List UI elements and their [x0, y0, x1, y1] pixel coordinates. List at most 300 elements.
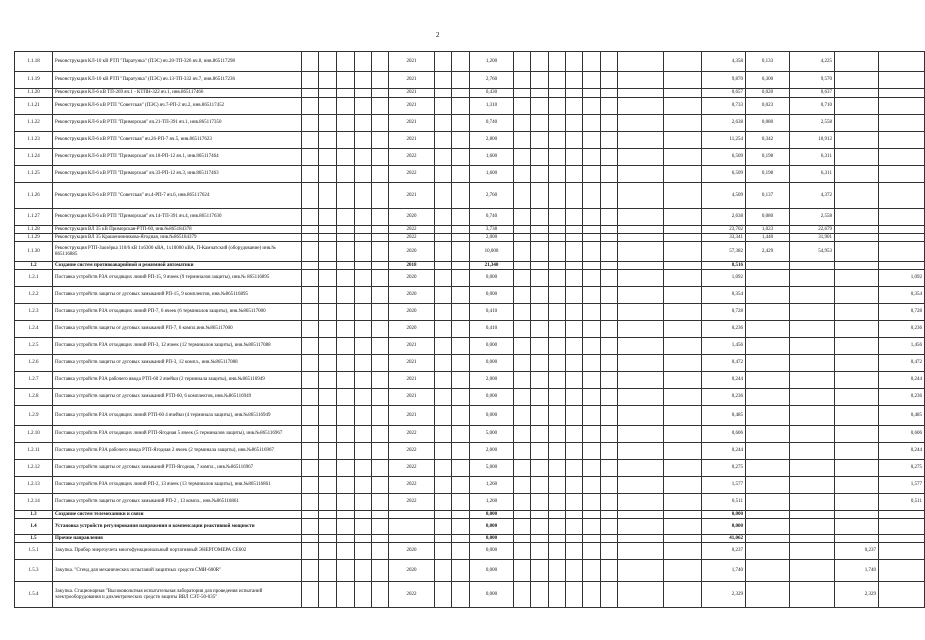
empty-cell	[452, 477, 470, 494]
empty-cell	[583, 149, 601, 166]
empty-cell	[452, 372, 470, 389]
row-number: 1.2.6	[15, 355, 53, 372]
empty-cell	[302, 338, 319, 355]
empty-cell	[549, 519, 566, 535]
empty-cell	[355, 389, 372, 406]
row-value-a: 0,133	[746, 52, 790, 72]
empty-cell	[355, 234, 372, 242]
empty-cell	[583, 582, 601, 608]
empty-cell	[531, 209, 549, 226]
empty-cell	[566, 535, 583, 543]
empty-cell	[514, 535, 531, 543]
empty-cell	[531, 262, 549, 270]
table-row	[15, 166, 925, 183]
empty-cell	[664, 406, 702, 426]
row-year: 2021	[389, 89, 435, 98]
empty-cell	[566, 52, 583, 72]
empty-cell	[319, 209, 337, 226]
row-value-a	[746, 519, 790, 535]
empty-cell	[514, 270, 531, 287]
row-name: Реконструкция КЛ-6 кВ РТП "Советская" (ПЭС) яч.7-РП-2 яч.2, инв.865117452	[53, 98, 302, 115]
row-value-a: 0,198	[746, 166, 790, 183]
empty-cell	[435, 98, 452, 115]
row-year: 2021	[389, 355, 435, 372]
row-name: Поставка устройств РЗА отходящих линий РП-3, 12 ячеек (12 терминалов защиты), инв.№865117088	[53, 338, 302, 355]
row-value: 21,340	[470, 262, 514, 270]
empty-cell	[452, 426, 470, 443]
empty-cell	[531, 52, 549, 72]
empty-cell	[583, 389, 601, 406]
row-year: 2022	[389, 149, 435, 166]
empty-cell	[601, 115, 618, 132]
row-name: Поставка устройств РЗА рабочего ввода РТП-60 2 ячейки (2 терминала защиты), инв.№865116949	[53, 372, 302, 389]
row-value-d	[879, 511, 925, 519]
empty-cell	[372, 494, 389, 511]
empty-cell	[531, 149, 549, 166]
row-year: 2022	[389, 494, 435, 511]
row-name: Реконструкция КЛ-6 кВ РТП "Приморская" яч.33-РП-12 яч.3, инв.865117463	[53, 166, 302, 183]
row-total: 41,062	[702, 535, 746, 543]
empty-cell	[566, 287, 583, 304]
row-total: 8,516	[702, 262, 746, 270]
empty-cell	[566, 426, 583, 443]
empty-cell	[664, 183, 702, 209]
empty-cell	[337, 242, 355, 262]
row-year: 2020	[389, 560, 435, 582]
empty-cell	[531, 72, 549, 89]
row-value-a: 0,080	[746, 115, 790, 132]
empty-cell	[319, 242, 337, 262]
empty-cell	[583, 132, 601, 149]
empty-cell	[664, 98, 702, 115]
empty-cell	[664, 511, 702, 519]
row-value-c	[835, 372, 879, 389]
row-year: 2020	[389, 321, 435, 338]
empty-cell	[618, 270, 664, 287]
empty-cell	[514, 304, 531, 321]
row-value-b	[790, 477, 835, 494]
empty-cell	[664, 262, 702, 270]
empty-cell	[355, 511, 372, 519]
row-name: Поставка устройств защиты от дуговых замыканий РП-2 , 13 компл., инв.№865116861	[53, 494, 302, 511]
empty-cell	[452, 183, 470, 209]
empty-cell	[355, 89, 372, 98]
empty-cell	[514, 262, 531, 270]
empty-cell	[435, 460, 452, 477]
empty-cell	[618, 338, 664, 355]
row-value-d: 0,485	[879, 406, 925, 426]
empty-cell	[302, 270, 319, 287]
empty-cell	[514, 115, 531, 132]
empty-cell	[549, 560, 566, 582]
row-total: 4,509	[702, 183, 746, 209]
table-row	[15, 519, 925, 535]
table-row	[15, 183, 925, 209]
empty-cell	[549, 242, 566, 262]
empty-cell	[514, 519, 531, 535]
empty-cell	[452, 115, 470, 132]
empty-cell	[566, 460, 583, 477]
empty-cell	[549, 287, 566, 304]
empty-cell	[664, 426, 702, 443]
row-total: 0,511	[702, 494, 746, 511]
empty-cell	[566, 543, 583, 560]
row-number: 1.1.24	[15, 149, 53, 166]
empty-cell	[549, 98, 566, 115]
row-value: 0,000	[470, 582, 514, 608]
row-value-c	[835, 443, 879, 460]
row-value: 0,410	[470, 321, 514, 338]
empty-cell	[302, 183, 319, 209]
empty-cell	[514, 426, 531, 443]
empty-cell	[452, 98, 470, 115]
row-number: 1.1.25	[15, 166, 53, 183]
empty-cell	[531, 582, 549, 608]
empty-cell	[337, 535, 355, 543]
row-year: 2021	[389, 372, 435, 389]
empty-cell	[618, 443, 664, 460]
empty-cell	[302, 89, 319, 98]
table-row	[15, 355, 925, 372]
empty-cell	[583, 226, 601, 234]
empty-cell	[355, 52, 372, 72]
row-value-a	[746, 372, 790, 389]
empty-cell	[583, 355, 601, 372]
row-value-c	[835, 98, 879, 115]
row-value-a	[746, 535, 790, 543]
empty-cell	[319, 115, 337, 132]
empty-cell	[583, 98, 601, 115]
row-total: 0,244	[702, 372, 746, 389]
row-total: 0,275	[702, 460, 746, 477]
row-value-b	[790, 582, 835, 608]
empty-cell	[618, 406, 664, 426]
empty-cell	[435, 209, 452, 226]
row-year: 2022	[389, 477, 435, 494]
empty-cell	[337, 52, 355, 72]
row-value-c: 0,237	[835, 543, 879, 560]
empty-cell	[514, 582, 531, 608]
empty-cell	[601, 98, 618, 115]
empty-cell	[514, 460, 531, 477]
row-value-b: 2,558	[790, 115, 835, 132]
empty-cell	[372, 226, 389, 234]
empty-cell	[601, 52, 618, 72]
empty-cell	[664, 226, 702, 234]
empty-cell	[601, 582, 618, 608]
row-year: 2020	[389, 287, 435, 304]
empty-cell	[601, 287, 618, 304]
table-row	[15, 511, 925, 519]
row-value: 1,310	[470, 98, 514, 115]
row-value: 0,430	[470, 89, 514, 98]
empty-cell	[601, 166, 618, 183]
row-value-b	[790, 426, 835, 443]
empty-cell	[452, 389, 470, 406]
empty-cell	[549, 338, 566, 355]
empty-cell	[618, 535, 664, 543]
row-name: Реконструкция КЛ-6 кВ РТП "Приморская" яч.21-ТП-391 яч.1, инв.865117350	[53, 115, 302, 132]
row-value: 10,000	[470, 242, 514, 262]
empty-cell	[549, 426, 566, 443]
empty-cell	[601, 460, 618, 477]
empty-cell	[514, 389, 531, 406]
empty-cell	[583, 304, 601, 321]
empty-cell	[566, 519, 583, 535]
table-row	[15, 234, 925, 242]
empty-cell	[601, 389, 618, 406]
row-value-a	[746, 460, 790, 477]
empty-cell	[337, 166, 355, 183]
row-number: 1.5	[15, 535, 53, 543]
empty-cell	[452, 166, 470, 183]
row-name: Создание систем противоаварийной и режимной автоматики	[53, 262, 302, 270]
empty-cell	[549, 52, 566, 72]
empty-cell	[372, 72, 389, 89]
row-value-b	[790, 535, 835, 543]
row-total: 57,382	[702, 242, 746, 262]
row-value-b: 10,912	[790, 132, 835, 149]
row-year: 2022	[389, 226, 435, 234]
table-row	[15, 389, 925, 406]
empty-cell	[601, 543, 618, 560]
empty-cell	[435, 406, 452, 426]
empty-cell	[435, 183, 452, 209]
empty-cell	[319, 582, 337, 608]
row-value: 1,600	[470, 149, 514, 166]
empty-cell	[549, 406, 566, 426]
row-value-d: 0,606	[879, 426, 925, 443]
table-row	[15, 270, 925, 287]
row-value-d	[879, 166, 925, 183]
row-value-b	[790, 262, 835, 270]
empty-cell	[319, 406, 337, 426]
row-year	[389, 535, 435, 543]
empty-cell	[337, 132, 355, 149]
row-value-a	[746, 426, 790, 443]
empty-cell	[664, 477, 702, 494]
row-value-b	[790, 304, 835, 321]
empty-cell	[618, 149, 664, 166]
row-value: 0,740	[470, 209, 514, 226]
row-value-d: 1,092	[879, 270, 925, 287]
row-name: Поставка устройств защиты от дуговых замыканий РТП-Ягодная, 7 компл., инв.№865116967	[53, 460, 302, 477]
row-name: Создание систем телемеханики и связи	[53, 511, 302, 519]
row-value-c	[835, 183, 879, 209]
row-year: 2021	[389, 406, 435, 426]
empty-cell	[337, 582, 355, 608]
empty-cell	[319, 321, 337, 338]
empty-cell	[566, 443, 583, 460]
empty-cell	[435, 389, 452, 406]
row-year: 2020	[389, 242, 435, 262]
empty-cell	[337, 321, 355, 338]
row-name: Реконструкция РТП-Заозёрка 110/6 кВ 1х6300 кВА, 1х10000 кВА, П-Камчатский (оборудование) инв.№ 865116885	[53, 242, 302, 262]
row-name: Поставка устройств РЗА отходящих линий РП-2, 13 ячеек (13 терминалов защиты), инв.№865116861	[53, 477, 302, 494]
row-name: Реконструкция КЛ-6 кВ РТП "Советская" яч.4-РП-7 яч.6, инв.865117624	[53, 183, 302, 209]
empty-cell	[452, 226, 470, 234]
row-name: Поставка устройств защиты от дуговых замыканий РТП-60, 6 комплектов, инв.№865116949	[53, 389, 302, 406]
row-value-c	[835, 234, 879, 242]
empty-cell	[514, 72, 531, 89]
empty-cell	[549, 321, 566, 338]
empty-cell	[452, 535, 470, 543]
row-number: 1.5.1	[15, 543, 53, 560]
empty-cell	[452, 209, 470, 226]
empty-cell	[583, 443, 601, 460]
row-value-d	[879, 209, 925, 226]
empty-cell	[514, 132, 531, 149]
row-number: 1.1.23	[15, 132, 53, 149]
row-value: 0,000	[470, 406, 514, 426]
empty-cell	[601, 234, 618, 242]
empty-cell	[664, 355, 702, 372]
empty-cell	[531, 519, 549, 535]
empty-cell	[337, 543, 355, 560]
empty-cell	[601, 321, 618, 338]
row-value-a: 0,023	[746, 98, 790, 115]
empty-cell	[601, 406, 618, 426]
empty-cell	[514, 443, 531, 460]
row-value-b: 54,953	[790, 242, 835, 262]
empty-cell	[355, 321, 372, 338]
empty-cell	[337, 511, 355, 519]
empty-cell	[319, 183, 337, 209]
empty-cell	[601, 262, 618, 270]
empty-cell	[514, 226, 531, 234]
empty-cell	[452, 270, 470, 287]
empty-cell	[319, 560, 337, 582]
row-year: 2021	[389, 115, 435, 132]
empty-cell	[531, 460, 549, 477]
empty-cell	[319, 52, 337, 72]
empty-cell	[618, 519, 664, 535]
row-value: 0,000	[470, 535, 514, 543]
row-value-a: 0,198	[746, 149, 790, 166]
empty-cell	[355, 372, 372, 389]
empty-cell	[337, 494, 355, 511]
empty-cell	[302, 304, 319, 321]
empty-cell	[531, 304, 549, 321]
row-total: 11,254	[702, 132, 746, 149]
empty-cell	[566, 234, 583, 242]
table-row	[15, 372, 925, 389]
empty-cell	[372, 355, 389, 372]
row-year: 2022	[389, 460, 435, 477]
row-value-c: 1,740	[835, 560, 879, 582]
empty-cell	[664, 166, 702, 183]
empty-cell	[566, 149, 583, 166]
empty-cell	[372, 262, 389, 270]
empty-cell	[549, 262, 566, 270]
empty-cell	[355, 183, 372, 209]
row-value-a	[746, 443, 790, 460]
empty-cell	[618, 166, 664, 183]
empty-cell	[337, 98, 355, 115]
empty-cell	[355, 72, 372, 89]
row-value: 1,200	[470, 52, 514, 72]
empty-cell	[531, 270, 549, 287]
row-value-d	[879, 132, 925, 149]
empty-cell	[319, 234, 337, 242]
empty-cell	[549, 149, 566, 166]
table-row	[15, 304, 925, 321]
empty-cell	[514, 321, 531, 338]
empty-cell	[531, 89, 549, 98]
empty-cell	[566, 338, 583, 355]
empty-cell	[452, 582, 470, 608]
row-number: 1.4	[15, 519, 53, 535]
row-value-a	[746, 511, 790, 519]
empty-cell	[531, 234, 549, 242]
empty-cell	[302, 511, 319, 519]
empty-cell	[514, 166, 531, 183]
row-value-a	[746, 389, 790, 406]
row-value-b: 4,372	[790, 183, 835, 209]
empty-cell	[319, 132, 337, 149]
row-number: 1.1.21	[15, 98, 53, 115]
row-total: 1,092	[702, 270, 746, 287]
row-value-b	[790, 270, 835, 287]
empty-cell	[549, 183, 566, 209]
empty-cell	[319, 338, 337, 355]
empty-cell	[531, 183, 549, 209]
empty-cell	[302, 115, 319, 132]
empty-cell	[302, 321, 319, 338]
empty-cell	[435, 519, 452, 535]
row-value-b	[790, 287, 835, 304]
empty-cell	[618, 389, 664, 406]
empty-cell	[618, 287, 664, 304]
empty-cell	[319, 372, 337, 389]
empty-cell	[452, 519, 470, 535]
empty-cell	[337, 406, 355, 426]
empty-cell	[355, 355, 372, 372]
empty-cell	[549, 535, 566, 543]
row-year: 2021	[389, 72, 435, 89]
row-total: 2,329	[702, 582, 746, 608]
empty-cell	[337, 72, 355, 89]
row-number: 1.5.4	[15, 582, 53, 608]
empty-cell	[664, 389, 702, 406]
empty-cell	[435, 287, 452, 304]
row-year: 2020	[389, 209, 435, 226]
empty-cell	[355, 426, 372, 443]
row-value-b: 0,637	[790, 89, 835, 98]
row-value: 0,000	[470, 287, 514, 304]
empty-cell	[337, 287, 355, 304]
row-value-b	[790, 355, 835, 372]
empty-cell	[372, 535, 389, 543]
empty-cell	[435, 149, 452, 166]
empty-cell	[531, 338, 549, 355]
row-name: Реконструкция ВЛ 35 кВ Приморская-РТП-60, инв.№865184378	[53, 226, 302, 234]
row-name: Реконструкция КЛ-6 кВ РТП "Приморская" яч.18-РП-12 яч.1, инв.865117464	[53, 149, 302, 166]
empty-cell	[583, 426, 601, 443]
table-row	[15, 242, 925, 262]
empty-cell	[601, 304, 618, 321]
empty-cell	[355, 477, 372, 494]
empty-cell	[337, 372, 355, 389]
row-value-b: 2,558	[790, 209, 835, 226]
empty-cell	[583, 242, 601, 262]
empty-cell	[302, 262, 319, 270]
empty-cell	[549, 270, 566, 287]
empty-cell	[566, 389, 583, 406]
empty-cell	[531, 477, 549, 494]
empty-cell	[618, 132, 664, 149]
empty-cell	[319, 89, 337, 98]
